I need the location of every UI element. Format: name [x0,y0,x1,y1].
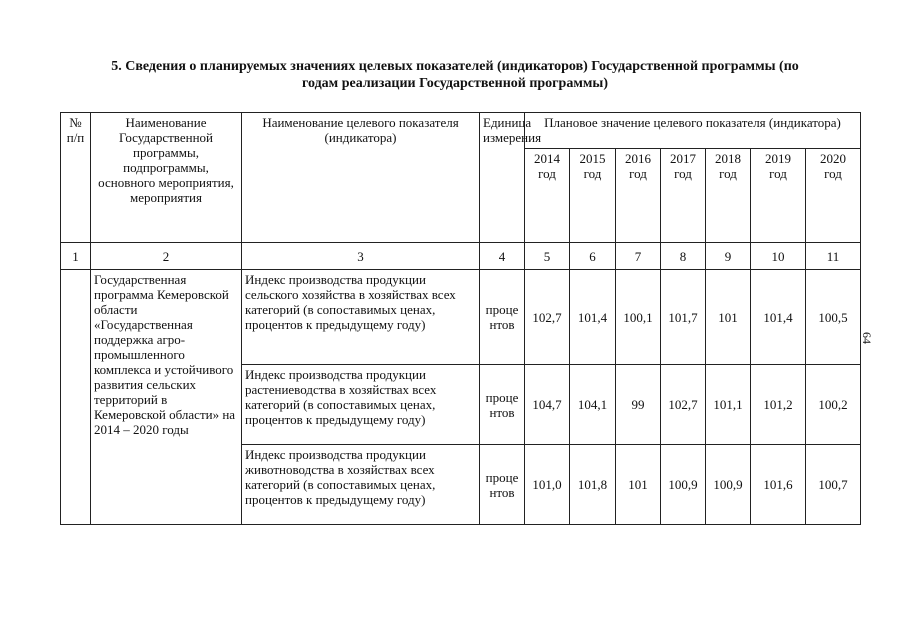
value-cell: 101 [616,445,661,525]
year-suffix: год [769,166,787,181]
year-value: 2015 [579,151,606,166]
document-title [60,58,850,92]
indicator-name-cell: Индекс производства продукции сельского хозяйства в хозяйствах всех категорий (в сопоставимых ценах, процентов к предыдущему году) [242,270,480,365]
indicators-table [60,112,861,525]
header-year-1 [570,149,616,243]
year-value: 2016 [625,151,651,166]
page-number: 64 [860,332,874,344]
header-year-5 [751,149,806,243]
value-cell: 101 [706,270,751,365]
header-year-2 [616,149,661,243]
header-plan-value: Плановое значение целевого показателя (индикатора) [525,113,861,149]
column-number: 6 [570,243,616,270]
value-cell: 101,4 [751,270,806,365]
column-number: 8 [661,243,706,270]
table-row [61,270,861,365]
value-cell: 101,1 [706,365,751,445]
header-unit: Единица измерения [480,113,525,243]
program-name-cell: Государственная программа Кемеровской области «Государственная поддержка агро-промышленного комплекса и устойчивого развития сельских территорий в Кемеровской области» на 2014 – 2020 годы [91,270,242,525]
value-cell: 100,9 [706,445,751,525]
value-cell: 101,6 [751,445,806,525]
year-suffix: год [629,166,647,181]
year-value: 2014 [534,151,560,166]
column-number: 11 [806,243,861,270]
header-year-4 [706,149,751,243]
indicator-name-cell: Индекс производства продукции растениеводства в хозяйствах всех категорий (в сопоставимых ценах, процентов к предыдущему году) [242,365,480,445]
column-number: 2 [91,243,242,270]
year-value: 2019 [765,151,791,166]
unit-cell: процентов [480,270,525,365]
column-number: 4 [480,243,525,270]
value-cell: 101,8 [570,445,616,525]
column-number: 5 [525,243,570,270]
year-suffix: год [538,166,556,181]
column-number: 7 [616,243,661,270]
unit-cell: процентов [480,445,525,525]
value-cell: 104,7 [525,365,570,445]
column-numbers-row [61,243,861,270]
header-num: № п/п [61,113,91,243]
value-cell: 100,9 [661,445,706,525]
value-cell: 101,2 [751,365,806,445]
header-program-name: Наименование Государственной программы, подпрограммы, основного мероприятия, мероприятия [91,113,242,243]
unit-cell: процентов [480,365,525,445]
year-value: 2018 [715,151,741,166]
column-number: 1 [61,243,91,270]
column-number: 10 [751,243,806,270]
header-year-3 [661,149,706,243]
value-cell: 100,5 [806,270,861,365]
header-indicator-name: Наименование целевого показателя (индикатора) [242,113,480,243]
indicator-name-cell: Индекс производства продукции животноводства в хозяйствах всех категорий (в сопоставимых ценах, процентов к предыдущему году) [242,445,480,525]
header-year-6 [806,149,861,243]
value-cell: 100,1 [616,270,661,365]
header-row-1 [61,113,861,149]
year-suffix: год [583,166,602,181]
value-cell: 102,7 [661,365,706,445]
year-value: 2017 [670,151,696,166]
column-number: 3 [242,243,480,270]
year-suffix: год [674,166,692,181]
value-cell: 101,7 [661,270,706,365]
value-cell: 100,2 [806,365,861,445]
year-value: 2020 [820,151,847,166]
year-suffix: год [824,166,842,181]
value-cell: 102,7 [525,270,570,365]
year-suffix: год [719,166,737,181]
title-line-2: годам реализации Государственной программы) [301,76,608,91]
row-number-cell [61,270,91,525]
value-cell: 101,0 [525,445,570,525]
value-cell: 99 [616,365,661,445]
title-line-1: 5. Сведения о планируемых значениях целевых показателей (индикаторов) Государственной программы (по [111,59,799,74]
header-year-0 [525,149,570,243]
column-number: 9 [706,243,751,270]
value-cell: 101,4 [570,270,616,365]
value-cell: 100,7 [806,445,861,525]
value-cell: 104,1 [570,365,616,445]
